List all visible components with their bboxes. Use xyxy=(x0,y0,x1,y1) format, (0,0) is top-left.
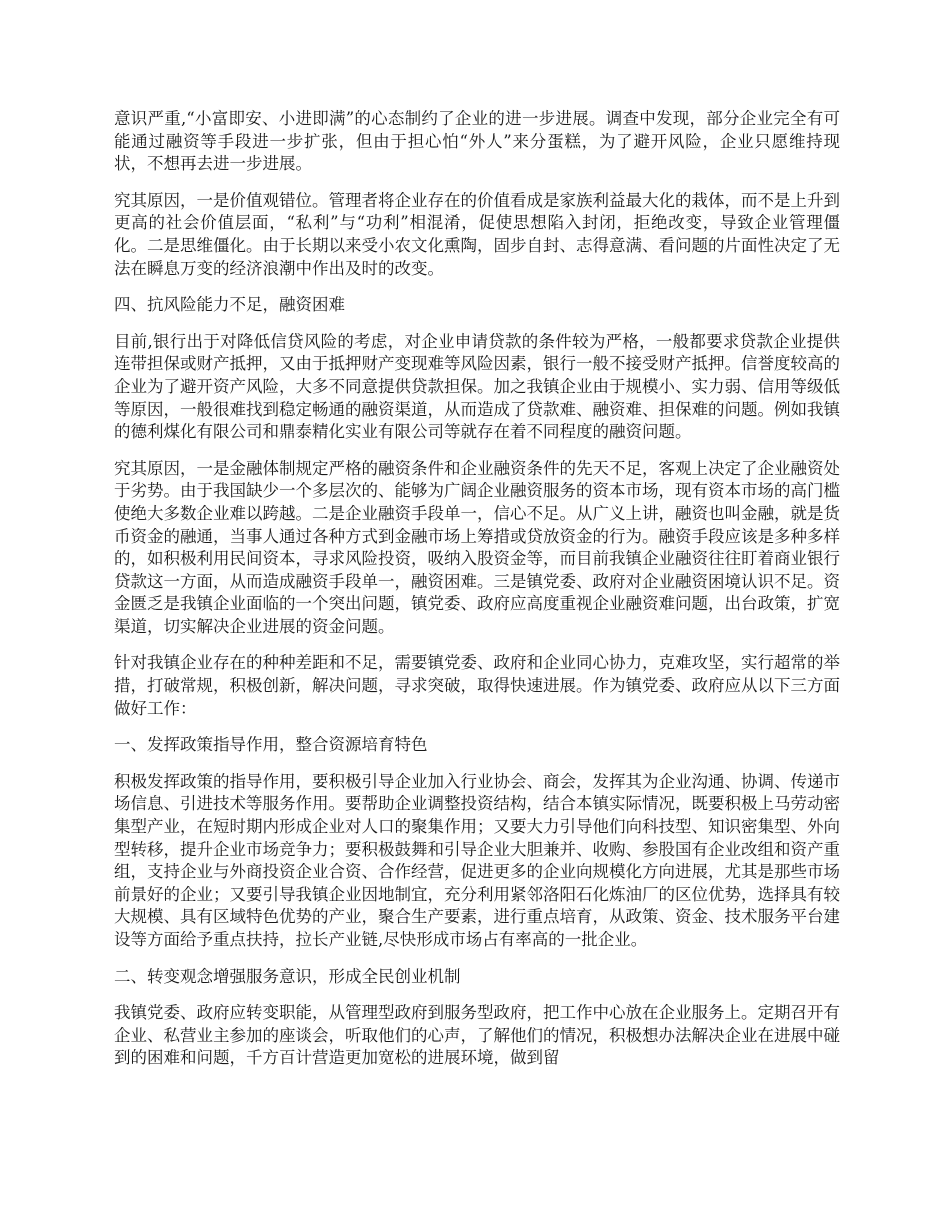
section-heading-2: 二、转变观念增强服务意识，形成全民创业机制 xyxy=(114,966,461,986)
paragraph-3: 目前,银行出于对降低信贷风险的考虑，对企业申请贷款的条件较为严格，一般都要求贷款企业提供连带担保或财产抵押，又由于抵押财产变现难等风险因素，银行一般不接受财产抵押。信誉度较高的企业为了避开资产风险，大多不同意提供贷款担保。加之我镇企业由于规模小、实力弱、信用等级低等原因，一般很难找到稳定畅通的融资渠道，从而造成了贷款难、融资难、担保难的问题。例如我镇的德利煤化有限公司和鼎泰精化实业有限公司等就存在着不同程度的融资问题。 xyxy=(114,331,840,442)
section-heading-1: 一、发挥政策指导作用，整合资源培育特色 xyxy=(114,735,428,755)
paragraph-2: 究其原因，一是价值观错位。管理者将企业存在的价值看成是家族利益最大化的栽体，而不是上升到更高的社会价值层面，“私利”与“功利”相混淆，促使思想陷入封闭，拒绝改变，导致企业管理僵化。二是思维僵化。由于长期以来受小农文化熏陶，固步自封、志得意满、看问题的片面性决定了无法在瞬息万变的经济浪潮中作出及时的改变。 xyxy=(114,190,840,278)
paragraph-1: 意识严重,“小富即安、小进即满”的心态制约了企业的进一步进展。调查中发现，部分企业完全有可能通过融资等手段进一步扩张，但由于担心怕“外人”来分蛋糕，为了避开风险，企业只愿维持现状，不想再去进一步进展。 xyxy=(114,109,840,174)
paragraph-7: 我镇党委、政府应转变职能，从管理型政府到服务型政府，把工作中心放在企业服务上。定期召开有企业、私营业主参加的座谈会，听取他们的心声，了解他们的情况，积极想办法解决企业在进展中碰到的困难和问题，千方百计营造更加宽松的进展环境，做到留 xyxy=(114,1003,840,1068)
document-body xyxy=(114,108,840,1084)
section-heading-4: 四、抗风险能力不足，融资困难 xyxy=(114,295,345,315)
paragraph-4: 究其原因，一是金融体制规定严格的融资条件和企业融资条件的先天不足，客观上决定了企业融资处于劣势。由于我国缺少一个多层次的、能够为广阔企业融资服务的资本市场，现有资本市场的高门槛使绝大多数企业难以跨越。二是企业融资手段单一，信心不足。从广义上讲，融资也叫金融，就是货币资金的融通，当事人通过各种方式到金融市场上筹措或贷放资金的行为。融资手段应该是多种多样的，如积极利用民间资本，寻求风险投资，吸纳入股资金等，而目前我镇企业融资往往盯着商业银行贷款这一方面，从而造成融资手段单一，融资困难。三是镇党委、政府对企业融资困境认识不足。资金匮乏是我镇企业面临的一个突出问题，镇党委、政府应高度重视企业融资难问题，出台政策，扩宽渠道，切实解决企业进展的资金问题。 xyxy=(114,458,840,636)
paragraph-6: 积极发挥政策的指导作用，要积极引导企业加入行业协会、商会，发挥其为企业沟通、协调、传递市场信息、引进技术等服务作用。要帮助企业调整投资结构，结合本镇实际情况，既要积极上马劳动密集型产业，在短时期内形成企业对人口的聚集作用；又要大力引导他们向科技型、知识密集型、外向型转移，提升企业市场竞争力；要积极鼓舞和引导企业大胆兼并、收购、参股国有企业改组和资产重组，支持企业与外商投资企业合资、合作经营，促进更多的企业向规模化方向进展，尤其是那些市场前景好的企业；又要引导我镇企业因地制宜，充分利用紧邻洛阳石化炼油厂的区位优势，选择具有较大规模、具有区域特色优势的产业，聚合生产要素，进行重点培育，从政策、资金、技术服务平台建设等方面给予重点扶持，拉长产业链,尽快形成市场占有率高的一批企业。 xyxy=(114,771,840,949)
paragraph-5: 针对我镇企业存在的种种差距和不足，需要镇党委、政府和企业同心协力，克难攻坚，实行超常的举措，打破常规，积极创新，解决问题，寻求突破，取得快速进展。作为镇党委、政府应从以下三方面做好工作： xyxy=(114,653,840,718)
